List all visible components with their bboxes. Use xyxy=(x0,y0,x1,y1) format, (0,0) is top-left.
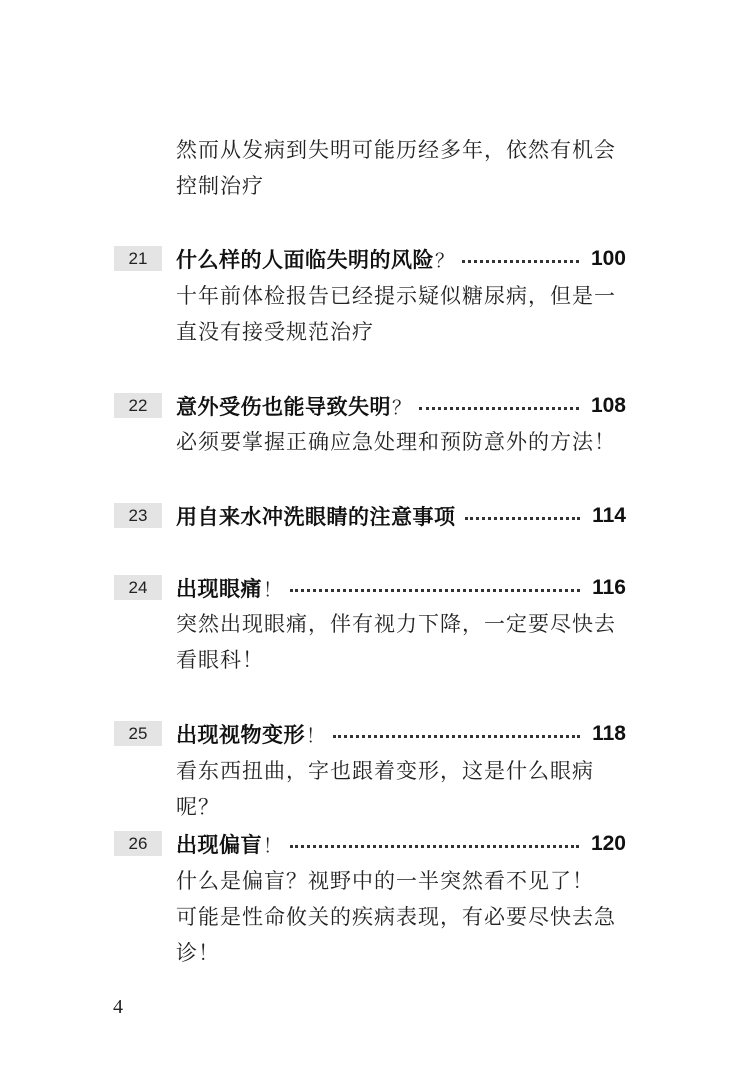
entry-title-row[interactable] xyxy=(176,717,626,751)
entry-title-row[interactable] xyxy=(176,571,626,605)
page-number: 4 xyxy=(113,996,123,1018)
entry-title: 出现视物变形 xyxy=(176,723,305,747)
entry-title-punct: ！ xyxy=(263,834,283,857)
entry-title: 用自来水冲洗眼睛的注意事项 xyxy=(176,505,456,529)
entry-title: 意外受伤也能导致失明 xyxy=(176,395,391,419)
continuation-text: 然而从发病到失明可能历经多年，依然有机会控制治疗 xyxy=(176,138,616,198)
entry-title-row[interactable] xyxy=(176,827,626,861)
entry-title-punct: ！ xyxy=(263,578,283,601)
entry-number-badge: 26 xyxy=(114,831,162,856)
entry-number-badge: 21 xyxy=(114,246,162,271)
entry-title-punct: ？ xyxy=(435,249,455,272)
entry-page-number: 114 xyxy=(592,504,626,527)
leader-dots xyxy=(290,845,579,848)
leader-dots xyxy=(333,735,580,738)
entry-page-number: 100 xyxy=(590,247,626,270)
entry-title-punct: ！ xyxy=(306,724,326,747)
entry-title: 出现偏盲 xyxy=(176,833,262,857)
entry-title-punct: ？ xyxy=(392,396,412,419)
entry-description-line: 可能是性命攸关的疾病表现，有必要尽快去急诊！ xyxy=(176,905,616,965)
entry-page-number: 108 xyxy=(590,394,626,417)
entry-page-number: 120 xyxy=(590,832,626,855)
leader-dots xyxy=(290,589,580,592)
entry-title: 出现眼痛 xyxy=(176,577,262,601)
entry-page-number: 116 xyxy=(592,576,626,599)
entry-title-row[interactable] xyxy=(176,242,626,276)
entry-number-badge: 23 xyxy=(114,503,162,528)
entry-description-line: 什么是偏盲？视野中的一半突然看不见了！ xyxy=(176,869,594,893)
entry-description: 必须要掌握正确应急处理和预防意外的方法！ xyxy=(176,430,616,454)
entry-number-badge: 24 xyxy=(114,575,162,600)
entry-title: 什么样的人面临失明的风险 xyxy=(176,248,434,272)
entry-title-row[interactable] xyxy=(176,389,626,423)
entry-description: 突然出现眼痛，伴有视力下降，一定要尽快去看眼科！ xyxy=(176,612,616,672)
entry-title-row[interactable] xyxy=(176,499,626,533)
entry-description: 看东西扭曲，字也跟着变形，这是什么眼病呢？ xyxy=(176,759,594,819)
entry-description: 十年前体检报告已经提示疑似糖尿病，但是一直没有接受规范治疗 xyxy=(176,284,616,344)
entry-number-badge: 25 xyxy=(114,721,162,746)
entry-number-badge: 22 xyxy=(114,393,162,418)
leader-dots xyxy=(419,407,579,410)
leader-dots xyxy=(465,517,581,520)
entry-page-number: 118 xyxy=(592,722,626,745)
leader-dots xyxy=(462,260,579,263)
